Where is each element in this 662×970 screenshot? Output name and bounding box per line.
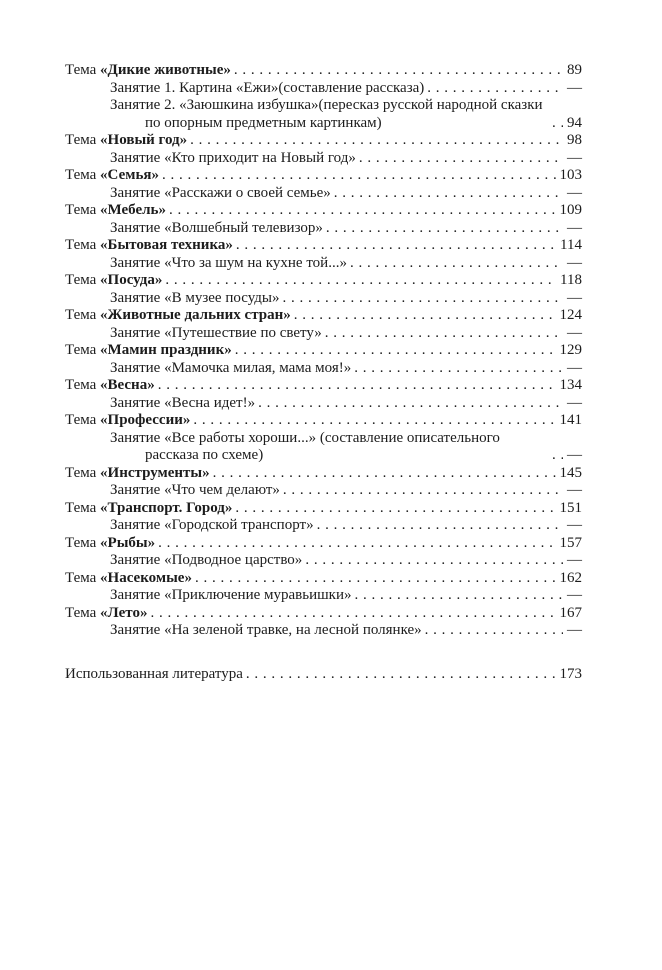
page-number: — — [567, 149, 582, 166]
entry-text: Занятие «Весна идет!» — [110, 394, 256, 411]
page-number: — — [567, 517, 582, 533]
entry-text — [65, 342, 232, 360]
toc-list — [65, 62, 582, 683]
toc-lesson-row — [110, 255, 582, 273]
dot-leader — [231, 62, 563, 80]
theme-title: «Мебель» — [100, 202, 166, 218]
page-number: 109 — [559, 202, 582, 218]
toc-theme-row — [65, 342, 582, 360]
page-number: 167 — [559, 604, 582, 621]
entry-text — [65, 605, 147, 623]
toc-lesson-row — [110, 482, 582, 500]
toc-lesson-row — [110, 395, 582, 413]
toc-theme-row — [65, 377, 582, 395]
dot-leader — [323, 220, 563, 238]
theme-prefix: Тема — [65, 272, 101, 288]
page-number: — — [567, 254, 582, 271]
page-number: 151 — [559, 499, 582, 516]
theme-title: «Весна» — [100, 377, 155, 393]
theme-title: «Посуда» — [100, 272, 163, 288]
toc-lesson-row — [110, 185, 582, 203]
dot-leader — [314, 517, 563, 535]
entry-text — [65, 62, 231, 80]
page-number: — — [567, 324, 582, 341]
entry-text: Занятие «Все работы хороши...» (составление описательного рассказа по схеме) — [110, 429, 500, 463]
page-number: — — [567, 359, 582, 376]
entry-text: Занятие 1. Картина «Ежи»(составление рассказа) — [110, 79, 425, 96]
dot-leader — [190, 412, 555, 430]
page-number: — — [567, 79, 582, 96]
dot-leader — [549, 115, 563, 133]
toc-theme-row — [65, 62, 582, 80]
theme-prefix: Тема — [65, 237, 101, 253]
toc-theme-row — [65, 237, 582, 255]
page-number: — — [567, 184, 582, 201]
dot-leader — [279, 290, 563, 308]
page-number: 162 — [559, 569, 582, 586]
toc-lesson-row — [110, 360, 582, 378]
dot-leader — [331, 185, 563, 203]
toc-theme-row — [65, 167, 582, 185]
toc-lesson-row — [110, 150, 582, 168]
entry-text — [65, 237, 233, 255]
dot-leader — [322, 325, 563, 343]
toc-theme-row — [65, 307, 582, 325]
dot-leader — [187, 132, 563, 150]
entry-text — [65, 570, 192, 588]
dot-leader — [155, 377, 556, 395]
page-number: — — [567, 289, 582, 306]
dot-leader — [255, 395, 563, 413]
page-number: 114 — [560, 237, 582, 253]
entry-text: Занятие «Волшебный телевизор» — [110, 219, 323, 236]
theme-prefix: Тема — [65, 307, 101, 323]
page-number: — — [567, 587, 582, 603]
theme-title: «Транспорт. Город» — [100, 499, 233, 516]
entry-text — [65, 202, 166, 220]
theme-prefix: Тема — [65, 499, 101, 516]
theme-prefix: Тема — [65, 202, 101, 218]
dot-leader — [233, 237, 556, 255]
theme-prefix: Тема — [65, 342, 101, 358]
toc-theme-row — [65, 570, 582, 588]
theme-prefix: Тема — [65, 569, 101, 586]
entry-text — [65, 167, 159, 185]
toc-theme-row — [65, 272, 582, 290]
page-number: — — [567, 552, 582, 568]
theme-title: «Лето» — [100, 604, 148, 621]
dot-leader — [166, 202, 556, 220]
page-number: — — [567, 394, 582, 411]
theme-prefix: Тема — [65, 132, 101, 148]
toc-theme-row — [65, 535, 582, 553]
toc-theme-row — [65, 412, 582, 430]
dot-leader — [424, 80, 563, 98]
theme-title: «Животные дальних стран» — [100, 307, 291, 323]
toc-lesson-row — [110, 97, 582, 132]
entry-text: Занятие «Что за шум на кухне той...» — [110, 254, 347, 271]
toc-theme-row — [65, 132, 582, 150]
entry-text: Занятие «Кто приходит на Новый год» — [110, 149, 356, 166]
theme-prefix: Тема — [65, 412, 101, 428]
dot-leader — [422, 622, 563, 640]
page-number: — — [567, 447, 582, 463]
toc-lesson-row — [110, 290, 582, 308]
entry-text — [65, 465, 210, 483]
theme-prefix: Тема — [65, 167, 101, 183]
theme-prefix: Тема — [65, 62, 101, 78]
dot-leader — [210, 465, 556, 483]
page-number: 134 — [559, 377, 582, 393]
entry-text — [65, 272, 162, 290]
dot-leader — [351, 360, 563, 378]
entry-text — [65, 500, 232, 518]
dot-leader — [232, 500, 555, 518]
toc-lesson-row — [110, 587, 582, 605]
dot-leader — [155, 535, 555, 553]
page-number: — — [567, 482, 582, 498]
entry-text: Занятие «Подводное царство» — [110, 552, 303, 568]
toc-lesson-row — [110, 220, 582, 238]
entry-text — [65, 132, 187, 150]
dot-leader — [347, 255, 563, 273]
theme-title: «Профессии» — [100, 412, 191, 428]
dot-leader — [192, 570, 556, 588]
page-number: 141 — [559, 412, 582, 428]
page-number: 173 — [559, 665, 582, 682]
page-number: 103 — [559, 167, 582, 183]
page-number: 89 — [567, 62, 582, 78]
page-number: 157 — [559, 534, 582, 551]
dot-leader — [302, 552, 563, 570]
page-number: — — [567, 219, 582, 236]
theme-title: «Мамин праздник» — [100, 342, 232, 358]
page-number: 124 — [559, 307, 582, 323]
theme-title: «Новый год» — [100, 132, 188, 148]
entry-text: Занятие «Мамочка милая, мама моя!» — [110, 359, 352, 376]
theme-title: «Инструменты» — [100, 464, 210, 481]
entry-text — [65, 535, 155, 553]
page-number: 94 — [567, 114, 582, 131]
theme-title: «Семья» — [100, 167, 159, 183]
theme-prefix: Тема — [65, 377, 101, 393]
theme-title: «Насекомые» — [100, 569, 192, 586]
dot-leader — [147, 605, 555, 623]
dot-leader — [232, 342, 556, 360]
page-number: 118 — [560, 272, 582, 288]
page-number: 145 — [559, 464, 582, 481]
entry-text: Использованная литература — [65, 665, 243, 682]
dot-leader — [243, 666, 556, 684]
dot-leader — [352, 587, 564, 605]
toc-lesson-row — [110, 517, 582, 535]
toc-literature-row — [65, 666, 582, 684]
page-number: 129 — [559, 342, 582, 358]
dot-leader — [280, 482, 563, 500]
entry-text: Занятие «Что чем делают» — [110, 482, 280, 498]
theme-title: «Дикие животные» — [100, 62, 231, 78]
theme-prefix: Тема — [65, 604, 101, 621]
dot-leader — [356, 150, 563, 168]
dot-leader — [291, 307, 556, 325]
dot-leader — [549, 447, 563, 465]
entry-text — [65, 307, 291, 325]
entry-text: Занятие «В музее посуды» — [110, 289, 280, 306]
page-number: — — [567, 622, 582, 638]
theme-title: «Бытовая техника» — [100, 237, 233, 253]
entry-text: Занятие «Расскажи о своей семье» — [110, 184, 331, 201]
entry-text — [65, 377, 155, 395]
toc-theme-row — [65, 465, 582, 483]
page-number: 98 — [567, 132, 582, 148]
toc-lesson-row — [110, 622, 582, 640]
toc-lesson-row — [110, 325, 582, 343]
dot-leader — [159, 167, 556, 185]
toc-theme-row — [65, 202, 582, 220]
entry-text: Занятие 2. «Заюшкина избушка»(пересказ русской народной сказки по опорным предметным картинкам) — [110, 97, 543, 131]
toc-theme-row — [65, 605, 582, 623]
entry-text — [65, 412, 190, 430]
toc-lesson-row — [110, 430, 582, 465]
entry-text: Занятие «Приключение муравьишки» — [110, 587, 352, 603]
entry-text: Занятие «Городской транспорт» — [110, 517, 314, 533]
theme-title: «Рыбы» — [100, 534, 156, 551]
theme-prefix: Тема — [65, 464, 101, 481]
dot-leader — [162, 272, 556, 290]
toc-theme-row — [65, 500, 582, 518]
theme-prefix: Тема — [65, 534, 101, 551]
toc-lesson-row — [110, 80, 582, 98]
entry-text: Занятие «На зеленой травке, на лесной полянке» — [110, 622, 422, 638]
entry-text: Занятие «Путешествие по свету» — [110, 324, 322, 341]
toc-lesson-row — [110, 552, 582, 570]
